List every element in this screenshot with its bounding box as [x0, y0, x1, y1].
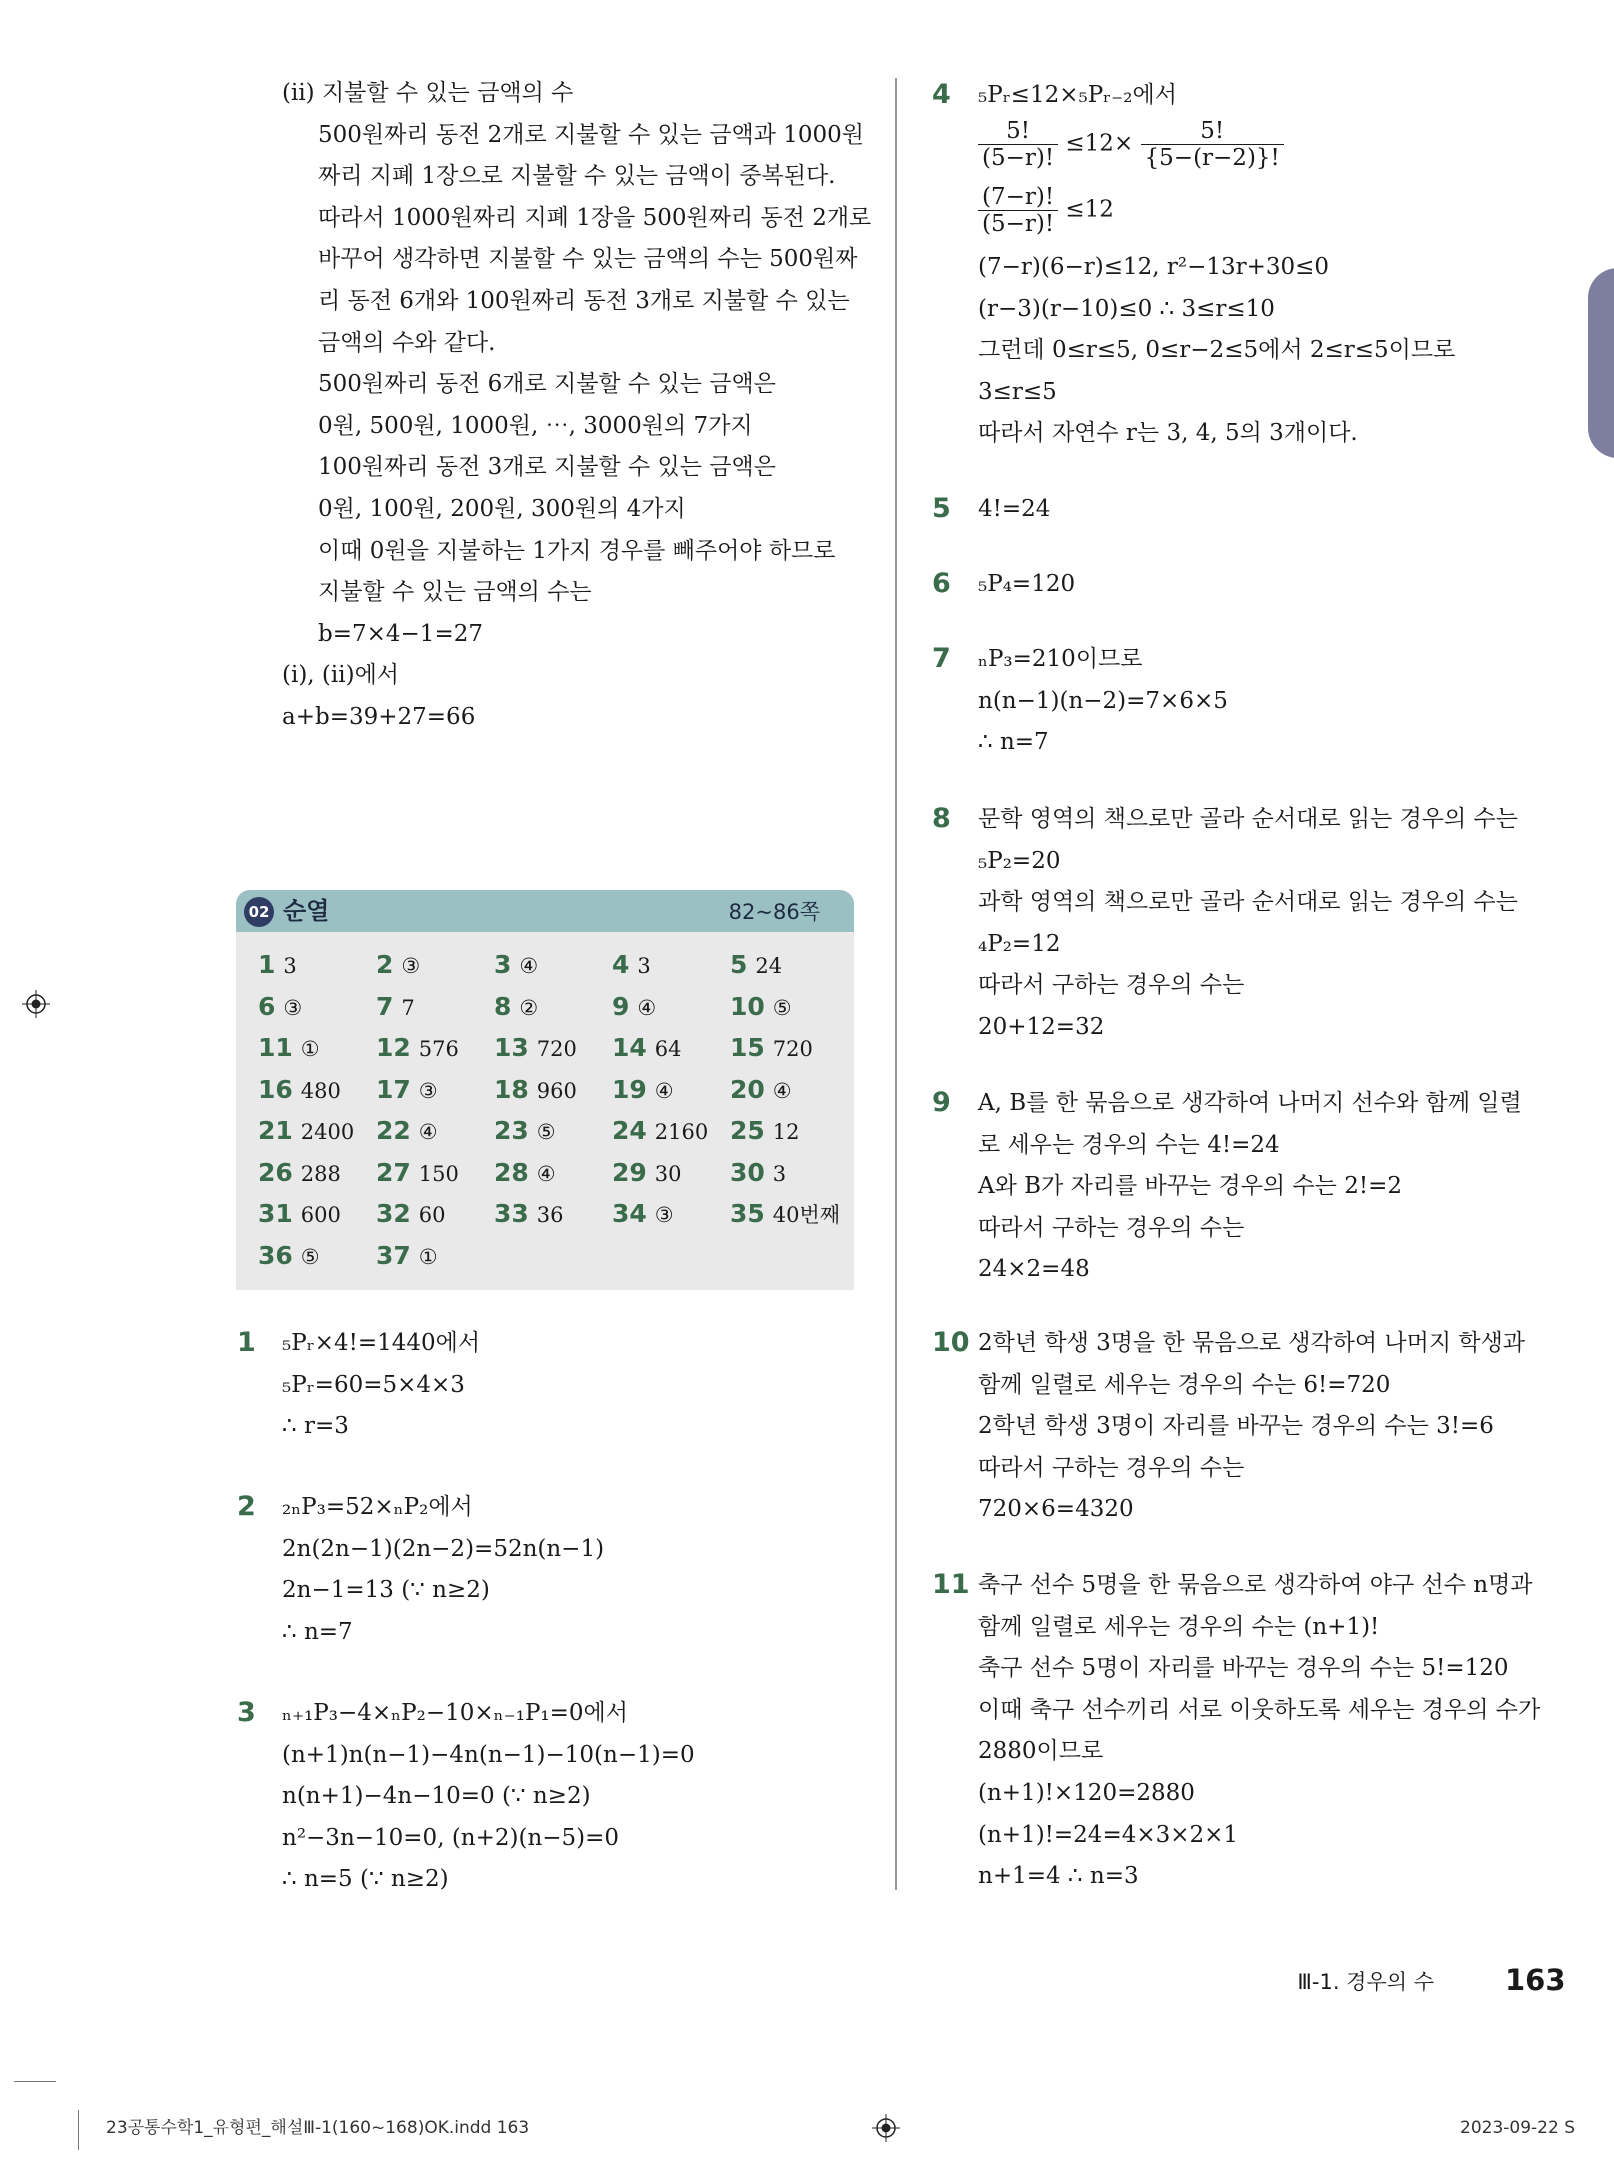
solution-number: 2 [237, 1491, 256, 1522]
solution-line: ∴ n=5 (∵ n≥2) [282, 1866, 449, 1893]
footer-section-label: Ⅲ-1. 경우의 수 [1297, 1970, 1434, 1994]
text-line: 500원짜리 동전 6개로 지불할 수 있는 금액은 [318, 371, 776, 398]
solution-number: 10 [932, 1327, 970, 1358]
answer-item [612, 1116, 708, 1147]
answer-value: 64 [654, 1037, 682, 1061]
answer-value: 150 [418, 1161, 459, 1186]
solution-line: ∴ n=7 [282, 1618, 353, 1645]
solution-line: n(n+1)−4n−10=0 (∵ n≥2) [282, 1783, 591, 1810]
text-line: (ⅰ), (ⅱ)에서 [282, 662, 400, 689]
solution-line: ∴ r=3 [282, 1413, 349, 1440]
answer-value: ④ [772, 1078, 792, 1103]
solution-number: 1 [237, 1327, 256, 1358]
answer-number: 3 [494, 950, 512, 979]
solution-line: 4!=24 [978, 496, 1051, 522]
answer-value: 36 [536, 1203, 564, 1227]
solution-line: (r−3)(r−10)≤0 ∴ 3≤r≤10 [978, 295, 1275, 322]
registration-mark-icon [872, 2114, 900, 2142]
solution-line: 2학년 학생 3명이 자리를 바꾸는 경우의 수는 3!=6 [978, 1413, 1494, 1440]
solution-line: ₅Pᵣ=60=5×4×3 [282, 1371, 465, 1398]
answer-number: 20 [730, 1074, 765, 1104]
solution-line: ₄P₂=12 [978, 930, 1061, 957]
answer-item [258, 1241, 320, 1272]
answer-value: 2400 [300, 1120, 355, 1144]
answer-item [612, 1033, 682, 1064]
solution-line: 2880이므로 [978, 1738, 1104, 1765]
answer-value: ③ [283, 995, 303, 1020]
text-line: 리 동전 6개와 100원짜리 동전 3개로 지불할 수 있는 [318, 288, 850, 314]
answer-item [376, 1116, 438, 1147]
answer-value: 2160 [654, 1120, 709, 1144]
solution-line: ₅Pᵣ≤12×₅Pᵣ₋₂에서 [978, 82, 1177, 108]
answer-number: 27 [376, 1157, 411, 1187]
answer-number: 13 [494, 1033, 529, 1062]
fraction: $\frac{5!}{(5-r)!}$ [978, 118, 1058, 171]
solution-number: 7 [932, 643, 951, 674]
answer-value: ① [418, 1244, 438, 1269]
answer-value: 3 [772, 1161, 787, 1186]
answer-number: 32 [376, 1199, 411, 1228]
answer-number: 4 [612, 950, 630, 979]
solution-number: 11 [932, 1569, 970, 1600]
page-number: 163 [1505, 1963, 1566, 1997]
solution-line: 720×6=4320 [978, 1496, 1134, 1523]
solution-line: 24×2=48 [978, 1256, 1090, 1283]
answer-value: ③ [654, 1203, 674, 1227]
answer-item [258, 1075, 341, 1106]
solution-line: 따라서 구하는 경우의 수는 [978, 972, 1245, 999]
solution-line: (n+1)!×120=2880 [978, 1780, 1195, 1806]
crop-mark [14, 2081, 56, 2082]
answer-number: 7 [376, 991, 394, 1021]
answer-item [494, 1199, 564, 1230]
answer-value: 60 [418, 1203, 446, 1227]
answer-value: 7 [401, 995, 415, 1020]
chapter-side-tab [1588, 268, 1614, 458]
answer-value: 40번째 [772, 1203, 841, 1227]
solution-line: (n+1)!=24=4×3×2×1 [978, 1821, 1239, 1848]
answer-item [376, 992, 415, 1023]
answer-item [612, 1075, 674, 1106]
answer-item [494, 1158, 556, 1189]
solution-line: 2n(2n−1)(2n−2)=52n(n−1) [282, 1535, 605, 1562]
answer-item [258, 950, 297, 981]
answer-item [494, 1033, 577, 1064]
answer-item [730, 1158, 786, 1189]
answer-item [258, 1158, 341, 1189]
text-line: (ⅱ) 지불할 수 있는 금액의 수 [282, 80, 574, 106]
answer-number: 25 [730, 1116, 765, 1145]
answer-number: 11 [258, 1033, 293, 1062]
solution-line: 20+12=32 [978, 1014, 1105, 1040]
answer-value: ② [519, 995, 539, 1020]
solution-line: ₅P₂=20 [978, 847, 1061, 874]
solution-line: A와 B가 자리를 바꾸는 경우의 수는 2!=2 [978, 1173, 1402, 1200]
solution-line: A, B를 한 묶음으로 생각하여 나머지 선수와 함께 일렬 [978, 1090, 1522, 1116]
solution-line: 함께 일렬로 세우는 경우의 수는 (n+1)! [978, 1613, 1380, 1640]
text-line: 짜리 지폐 1장으로 지불할 수 있는 금액이 중복된다. [318, 163, 836, 190]
answer-item [730, 1033, 813, 1064]
solution-line: 축구 선수 5명이 자리를 바꾸는 경우의 수는 5!=120 [978, 1655, 1509, 1682]
solution-number: 4 [932, 79, 951, 110]
section-title: 순열 [283, 897, 330, 925]
answer-item [376, 950, 420, 981]
answer-number: 8 [494, 991, 512, 1021]
answer-item [612, 1199, 674, 1230]
solution-line: 2n−1=13 (∵ n≥2) [282, 1577, 490, 1604]
solution-line: (7−r)(6−r)≤12, r²−13r+30≤0 [978, 254, 1330, 280]
text-line: a+b=39+27=66 [282, 704, 476, 730]
answer-item [730, 950, 782, 981]
answer-item [376, 1075, 438, 1106]
text-line: 바꾸어 생각하면 지불할 수 있는 금액의 수는 500원짜 [318, 246, 858, 273]
slug-date: 2023-09-22 S [1460, 2118, 1575, 2138]
answer-number: 22 [376, 1116, 411, 1145]
answer-value: 960 [536, 1078, 577, 1103]
solution-line: 따라서 구하는 경우의 수는 [978, 1214, 1245, 1241]
answer-value: ④ [654, 1078, 674, 1103]
answer-value: ④ [637, 995, 657, 1020]
answer-item [258, 992, 302, 1023]
solution-line: ₅Pᵣ×4!=1440에서 [282, 1330, 481, 1356]
answer-value: ④ [418, 1120, 438, 1144]
solution-line: 따라서 구하는 경우의 수는 [978, 1454, 1245, 1481]
answer-value: ① [300, 1037, 320, 1061]
solution-line: 2학년 학생 3명을 한 묶음으로 생각하여 나머지 학생과 [978, 1330, 1526, 1356]
answer-number: 1 [258, 950, 276, 979]
answer-value: 288 [300, 1161, 341, 1186]
text-line: 500원짜리 동전 2개로 지불할 수 있는 금액과 1000원 [318, 121, 864, 148]
solution-fraction-line: $\frac{5!}{(5-r)!}$ ≤12× $\frac{5!}{\{5-(r-2)\}!}$ [978, 118, 1284, 171]
answer-number: 26 [258, 1157, 293, 1187]
solution-line: ₅P₄=120 [978, 571, 1076, 597]
answer-value: ⑤ [772, 995, 792, 1020]
solution-number: 8 [932, 803, 951, 834]
answer-number: 30 [730, 1157, 765, 1187]
answer-item [494, 992, 538, 1023]
answer-item [730, 1075, 792, 1106]
answer-number: 15 [730, 1033, 765, 1062]
text-line: 지불할 수 있는 금액의 수는 [318, 579, 592, 606]
answer-number: 31 [258, 1199, 293, 1228]
answer-item [494, 950, 538, 981]
answer-value: 576 [418, 1037, 459, 1061]
answer-number: 14 [612, 1033, 647, 1062]
answer-number: 9 [612, 991, 630, 1021]
registration-mark-icon [22, 990, 50, 1018]
solution-number: 9 [932, 1087, 951, 1118]
text-line: 따라서 1000원짜리 지폐 1장을 500원짜리 동전 2개로 [318, 204, 872, 231]
answer-number: 16 [258, 1074, 293, 1104]
answer-value: 3 [637, 954, 651, 978]
answer-key-box [236, 890, 854, 1290]
answer-number: 24 [612, 1116, 647, 1145]
answer-item [494, 1075, 577, 1106]
solution-number: 3 [237, 1697, 256, 1728]
answer-value: 720 [536, 1037, 577, 1061]
answer-number: 28 [494, 1157, 529, 1187]
text-line: 0원, 100원, 200원, 300원의 4가지 [318, 496, 686, 522]
text-line: 이때 0원을 지불하는 1가지 경우를 빼주어야 하므로 [318, 537, 836, 564]
solution-line: 3≤r≤5 [978, 378, 1057, 405]
answer-value: 720 [772, 1037, 813, 1061]
solution-line: n²−3n−10=0, (n+2)(n−5)=0 [282, 1824, 620, 1851]
answer-item [612, 1158, 682, 1189]
answer-item [258, 1116, 354, 1147]
answer-value: ③ [418, 1078, 438, 1103]
answer-value: ④ [519, 954, 539, 978]
answer-number: 23 [494, 1116, 529, 1145]
answer-item [376, 1199, 446, 1230]
answer-value: ③ [401, 954, 421, 978]
crop-mark [78, 2110, 79, 2150]
column-divider [895, 78, 897, 1890]
answer-number: 6 [258, 991, 276, 1021]
answer-number: 37 [376, 1240, 411, 1270]
solution-line: 따라서 자연수 r는 3, 4, 5의 3개이다. [978, 420, 1358, 447]
solution-fraction-line: $\frac{(7-r)!}{(5-r)!}$ ≤12 [978, 184, 1114, 237]
solution-line: 과학 영역의 책으로만 골라 순서대로 읽는 경우의 수는 [978, 889, 1518, 916]
solution-line: 문학 영역의 책으로만 골라 순서대로 읽는 경우의 수는 [978, 806, 1518, 832]
fraction: $\frac{5!}{\{5-(r-2)\}!}$ [1141, 118, 1284, 171]
answer-value: ⑤ [536, 1120, 556, 1144]
answer-value: 30 [654, 1161, 682, 1186]
text-line: 0원, 500원, 1000원, ⋯, 3000원의 7가지 [318, 412, 753, 439]
answer-value: 600 [300, 1203, 341, 1227]
answer-item [494, 1116, 556, 1147]
section-pages: 82~86쪽 [728, 900, 820, 924]
answer-number: 35 [730, 1199, 765, 1228]
answer-item [376, 1033, 459, 1064]
answer-number: 12 [376, 1033, 411, 1062]
answer-number: 18 [494, 1074, 529, 1104]
answer-number: 19 [612, 1074, 647, 1104]
solution-number: 5 [932, 493, 951, 524]
solution-line: ∴ n=7 [978, 729, 1049, 756]
answer-item [376, 1158, 459, 1189]
answer-value: ⑤ [300, 1244, 320, 1269]
answer-value: 480 [300, 1078, 341, 1103]
answer-item [730, 1116, 800, 1147]
solution-line: ₙ₊₁P₃−4×ₙP₂−10×ₙ₋₁P₁=0에서 [282, 1700, 628, 1726]
solution-number: 6 [932, 568, 951, 599]
answer-number: 34 [612, 1199, 647, 1228]
answer-item [258, 1199, 341, 1230]
solution-line: ₂ₙP₃=52×ₙP₂에서 [282, 1494, 473, 1520]
answer-item [376, 1241, 438, 1272]
answer-key-header [236, 890, 854, 932]
answer-number: 17 [376, 1074, 411, 1104]
text-line: 100원짜리 동전 3개로 지불할 수 있는 금액은 [318, 454, 776, 481]
text-line: b=7×4−1=27 [318, 620, 483, 647]
answer-item [730, 992, 792, 1023]
answer-item [258, 1033, 320, 1064]
answer-number: 21 [258, 1116, 293, 1145]
answer-item [730, 1199, 840, 1230]
solution-line: n(n−1)(n−2)=7×6×5 [978, 687, 1228, 714]
answer-number: 5 [730, 950, 748, 979]
answer-item [612, 992, 656, 1023]
answer-number: 33 [494, 1199, 529, 1228]
slug-filename: 23공통수학1_유형편_해설Ⅲ-1(160~168)OK.indd 163 [106, 2118, 530, 2138]
answer-number: 29 [612, 1157, 647, 1187]
answer-value: 3 [283, 954, 297, 978]
text-line: 금액의 수와 같다. [318, 329, 496, 356]
solution-line: 그런데 0≤r≤5, 0≤r−2≤5에서 2≤r≤5이므로 [978, 337, 1456, 364]
fraction: $\frac{(7-r)!}{(5-r)!}$ [978, 184, 1058, 237]
answer-number: 10 [730, 991, 765, 1021]
answer-value: 24 [755, 954, 783, 978]
solution-line: n+1=4 ∴ n=3 [978, 1863, 1139, 1890]
solution-line: 로 세우는 경우의 수는 4!=24 [978, 1131, 1280, 1158]
solution-line: 이때 축구 선수끼리 서로 이웃하도록 세우는 경우의 수가 [978, 1696, 1541, 1723]
section-badge: 02 [244, 897, 274, 927]
answer-number: 2 [376, 950, 394, 979]
answer-item [612, 950, 651, 981]
answer-value: ④ [536, 1161, 556, 1186]
solution-line: ₙP₃=210이므로 [978, 646, 1143, 672]
solution-line: (n+1)n(n−1)−4n(n−1)−10(n−1)=0 [282, 1741, 695, 1768]
solution-line: 함께 일렬로 세우는 경우의 수는 6!=720 [978, 1371, 1391, 1398]
solution-line: 축구 선수 5명을 한 묶음으로 생각하여 야구 선수 n명과 [978, 1572, 1533, 1598]
answer-value: 12 [772, 1120, 800, 1144]
answer-number: 36 [258, 1240, 293, 1270]
